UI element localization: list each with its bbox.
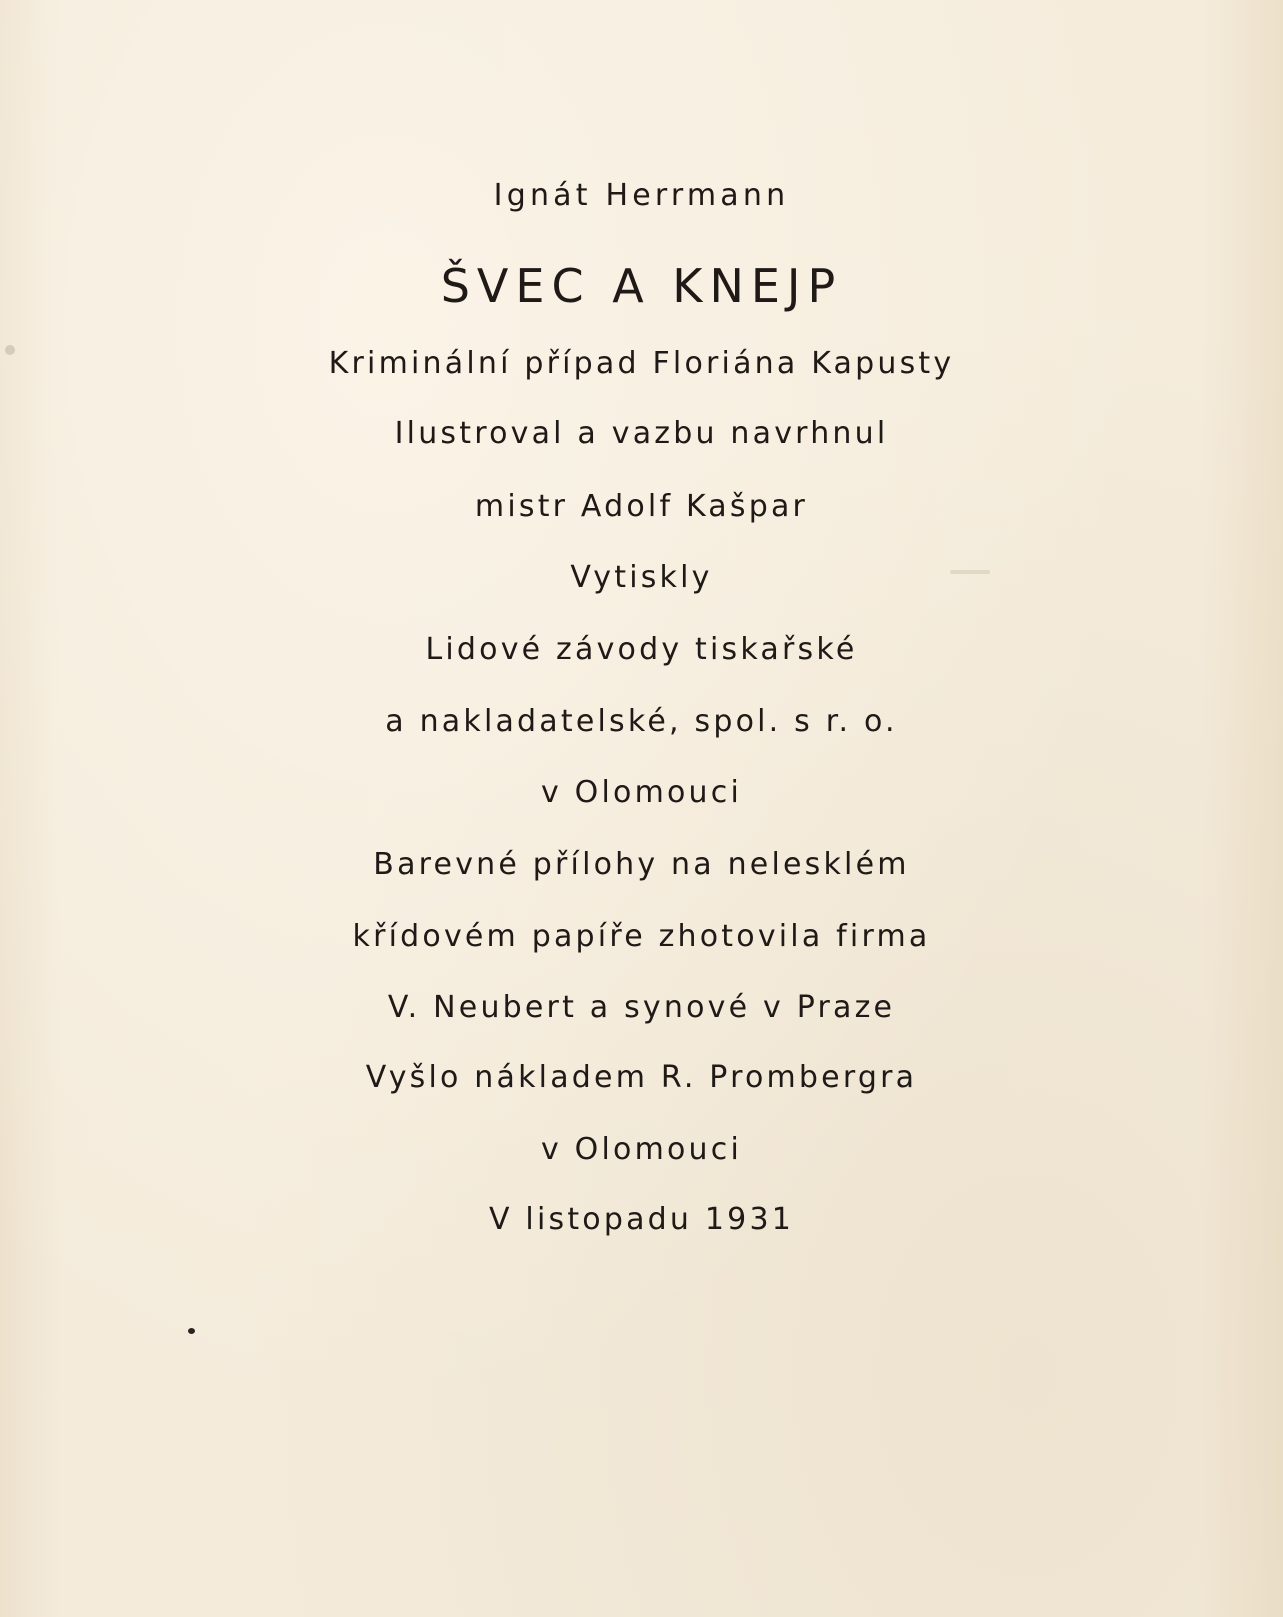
subtitle-line: Kriminální případ Floriána Kapusty (328, 346, 955, 381)
ink-speck (188, 1328, 195, 1334)
printer-name-line: Lidové závody tiskařské (425, 632, 858, 667)
illustrator-line: Ilustroval a vazbu navrhnul (394, 416, 889, 451)
illustrator-name-line: mistr Adolf Kašpar (474, 489, 809, 524)
paper-blemish (5, 345, 15, 355)
printer-heading-line: Vytiskly (570, 560, 713, 595)
author-name: Ignát Herrmann (493, 178, 790, 213)
publisher-line: Vyšlo nákladem R. Prombergra (365, 1060, 918, 1095)
book-title: ŠVEC A KNEJP (440, 259, 843, 313)
publication-date-line: V listopadu 1931 (488, 1202, 795, 1237)
publisher-location-line: v Olomouci (540, 1132, 742, 1167)
printer-location-line: v Olomouci (540, 775, 742, 810)
color-plates-line-2: křídovém papíře zhotovila firma (352, 919, 931, 954)
color-plates-firm-line: V. Neubert a synové v Praze (387, 990, 896, 1025)
printer-name-line-2: a nakladatelské, spol. s r. o. (385, 704, 898, 739)
paper-blemish (950, 570, 990, 574)
color-plates-line: Barevné přílohy na nelesklém (373, 847, 910, 882)
